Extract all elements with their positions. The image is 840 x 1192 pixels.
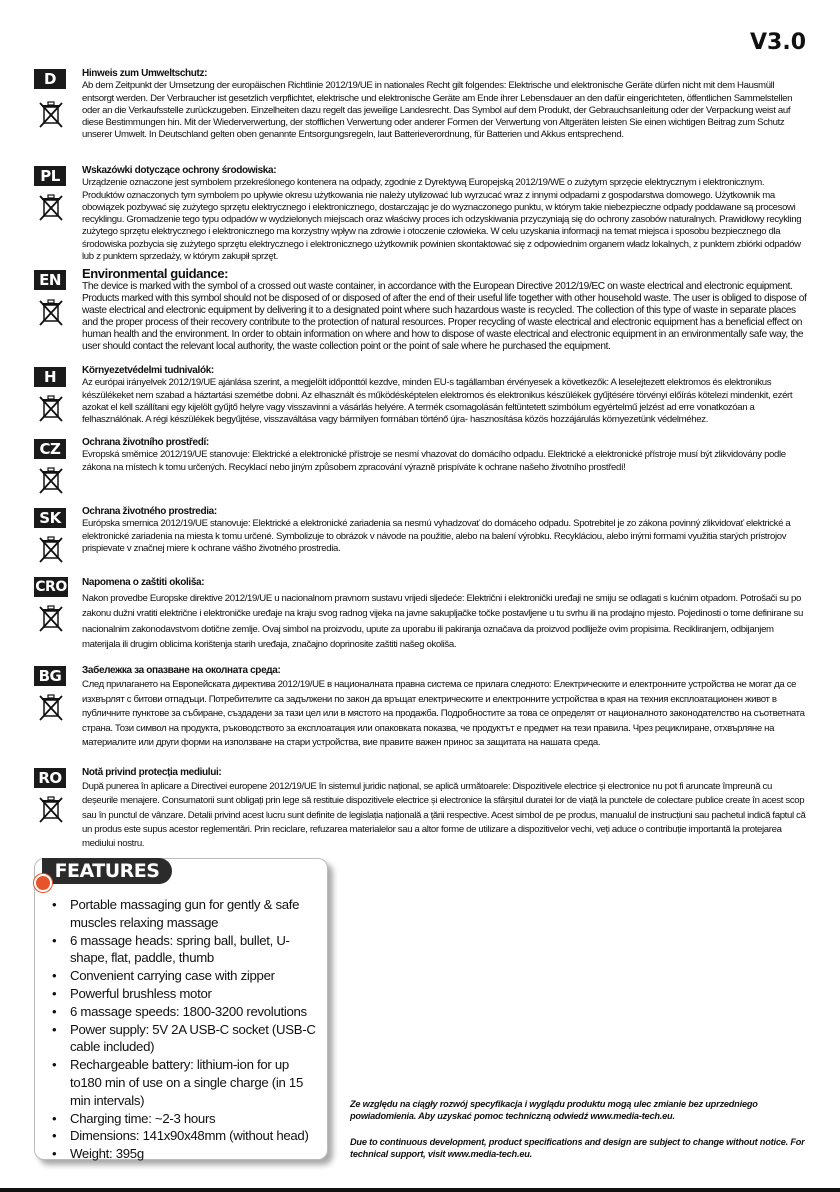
section-heading: Ochrana životného prostredia:	[82, 506, 217, 517]
language-badge: D	[34, 69, 66, 89]
crossed-out-bin-icon	[38, 394, 64, 424]
crossed-out-bin-icon	[38, 298, 64, 328]
crossed-out-bin-icon	[38, 193, 64, 223]
language-badge: BG	[34, 666, 66, 686]
section-body: След прилагането на Европейската директива 2012/19/UE в националната правна система се прилага следното: Електрическите и електронните устройства не могат да се изхвърлят с битови отпадъци. Потребителите са задължени по закон да връщат електрическите и електронните устройства в края на техния експлоатационен живот в публичните пунктове за събиране, създадени за тази цел или в мястото на продажба. Подробностите за това се определят от националното законодателство на съответната страна. Този символ на продукта, ръководството за експлоатация или опаковката показва, че продуктът е предмет на тези правила. Чрез рециклиране, отхвърляне на материалите или други форми на използване на стари устройства, вие правите важен принос за защитата на нашата среда.	[82, 679, 805, 749]
language-badge: SK	[34, 508, 66, 528]
section-body: Európska smernica 2012/19/UE stanovuje: Elektrické a elektronické zariadenia sa nesmú vyhadzovať do domáceho odpadu. Spotrebitel je zo zákona povinný zlikvidovať elektrické a elektronické zariadenia na miesta k tomu určené. Symbolizuje to obrázok v návode na použitie, alebo na balení výrobku. Recykláciou, alebo inými formami využitia starých prístrojov prispievate v značnej miere k ochrane vášho životného prostredia.	[82, 518, 791, 554]
features-panel	[34, 858, 334, 1166]
language-badge: EN	[34, 270, 66, 290]
section-heading: Environmental guidance:	[82, 266, 229, 281]
feature-item: • Rechargeable battery: lithium-ion for up to180 min of use on a single charge (in 15 min intervals)	[48, 1056, 320, 1109]
feature-item: • Dimensions: 141x90x48mm (without head)	[48, 1127, 320, 1145]
features-list	[48, 896, 320, 1163]
feature-item: • Portable massaging gun for gently & safe muscles relaxing massage	[48, 896, 320, 932]
section-body: După punerea în aplicare a Directivei europene 2012/19/UE în sistemul juridic național, se aplică următoarele: Dispozitivele electrice și electronice nu pot fi aruncate împreună cu deșeurile menajere. Consumatorii sunt obligați prin lege să restituie dispozitivele electrice și electronice la sfârșitul duratei lor de viață la punctele de colectare publice create în acest scop sau în punctul de vânzare. Detalii privind acest lucru sunt definite de legislația națională a țării respective. Acest simbol de pe produs, manualul de instrucțiuni sau pachetul indică faptul că un produs este supus acestor reglementări. Prin reciclare, refuzarea materialelor sau a altor forme de utilizare a dispozitivelor vechi, veți aduce o contribuție importantă la protejarea mediului nostru.	[82, 781, 806, 850]
section-heading: Környezetvédelmi tudnivalók:	[82, 365, 214, 376]
version-label: V3.0	[750, 30, 806, 55]
feature-item: • Charging time: ~2-3 hours	[48, 1110, 320, 1128]
crossed-out-bin-icon	[38, 604, 64, 634]
crossed-out-bin-icon	[38, 466, 64, 496]
section-body: Ab dem Zeitpunkt der Umsetzung der europäischen Richtlinie 2012/19/UE in nationales Recht gilt folgendes: Elektrische und elektronische Geräte dürfen nicht mit dem Hausmüll entsorgt werden. Der Verbraucher ist gesetzlich verpflichtet, elektrische und elektronische Geräte am Ende ihrer Lebensdauer an den dafür eingerichteten, öffentlichen Sammelstellen oder an die Verkaufsstelle zurückzugeben. Einzelheiten dazu regelt das jeweilige Landesrecht. Das Symbol auf dem Produkt, der Gebrauchsanleitung oder der Verpackung weist auf diese Bestimmungen hin. Mit der Wiederverwertung, der stofflichen Verwertung oder anderer Formen der Verwertung von Altgeräten leisten Sie einen wichtigen Beitrag zum Schutz unserer Umwelt. In Deutschland gelten oben genannte Entsorgungsregeln, laut Batterieverordnung, für Batterien und Akkus entsprechend.	[82, 80, 793, 141]
section-heading: Napomena o zaštiti okoliša:	[82, 577, 205, 588]
section-body: Urządzenie oznaczone jest symbolem przekreślonego kontenera na odpady, zgodnie z Dyrektywą Europejską 2012/19/WE o zużytym sprzęcie elektrycznym i elektronicznym. Produktów oznaczonych tym symbolem po upływie okresu użytkowania nie należy utylizować lub wyrzucać wraz z innymi odpadami z gospodarstwa domowego. Użytkownik ma obowiązek pozbywać się zużytego sprzętu elektrycznego i elektronicznego, dostarczając je do wyznaczonego punktu, w którym takie niebezpieczne odpady poddawane są procesowi recyklingu. Gromadzenie tego typu odpadów w wydzielonych miejscach oraz właściwy proces ich odzyskiwania przyczyniają się do ochrony zasobów naturalnych. Prawidłowy recykling zużytego sprzętu elektrycznego i elektronicznego ma korzystny wpływ na zdrowie i otoczenie człowieka. W celu uzyskania informacji na temat miejsca i sposobu bezpiecznego dla środowiska pozbycia się zużytego sprzętu elektrycznego i elektronicznego użytkownik powinien skontaktować się z odpowiednim organem władz lokalnych, z punktem zbiórki odpadów lub z punktem sprzedaży, w którym zakupił sprzęt.	[82, 177, 802, 263]
feature-item: • Convenient carrying case with zipper	[48, 967, 320, 985]
crossed-out-bin-icon	[38, 535, 64, 565]
language-badge: RO	[34, 768, 66, 788]
notice-pl: Ze względu na ciągły rozwój specyfikacja i wyglądu produktu mogą ulec zmianie bez uprzedniego powiadomienia. Aby uzyskać pomoc techniczną odwiedź www.media-tech.eu.	[350, 1099, 758, 1122]
section-body: Az európai irányelvek 2012/19/UE ajánlása szerint, a megjelölt időponttól kezdve, minden EU-s tagállamban érvényesek a következők: A leselejtezett elektromos és elektronikus készülékeket nem szabad a háztartási szemétbe dobni. Az elhasznált és működésképtelen elektromos és elektronikus készülékek gyűjtésére törvényi előírás kötelezi mindenkit, ezért azokat el kell szállítani egy kijelölt gyűjtő helyre vagy visszavinni a vásárlás helyére. A termék csomagolásán feltüntetett szimbólum egyértelmű jelzést ad erre vonatkozóan a felhasználónak. A régi készülékek begyűjtése, visszaváltása vagy bármilyen formában történő újra- hasznosítása közös hozzájárulás környezetünk védelméhez.	[82, 377, 793, 426]
section-body: Evropská směrnice 2012/19/UE stanovuje: Elektrické a elektronické přístroje se nesmí vhazovat do domácího odpadu. Elektrické a elektronické přístroje musí být zlikvidovány podle zákona na místech k tomu určených. Recyklací nebo jiným způsobem zpracování výrazně prispíváte k ochrane našeho životního prostředí!	[82, 449, 786, 473]
language-badge: PL	[34, 166, 66, 186]
section-heading: Wskazówki dotyczące ochrony środowiska:	[82, 165, 277, 176]
crossed-out-bin-icon	[38, 100, 64, 130]
feature-item: • 6 massage speeds: 1800-3200 revolutions	[48, 1003, 320, 1021]
section-body: The device is marked with the symbol of a crossed out waste container, in accordance with the European Directive 2012/19/EC on waste electrical and electronic equipment. Products marked with this symbol should not be disposed of or disposed of after the end of their useful life together with other household waste. The user is obliged to dispose of waste electrical and electronic equipment by delivering it to a designated point where such hazardous waste is recycled. The collection of this type of waste in separate places and the proper process of their recovery contribute to the protection of natural resources. Proper recycling of waste electrical and electronic equipment has a beneficial effect on human health and the environment. In order to obtain information on where and how to dispose of waste electrical and electronic equipment in an environmentally safe way, the user should contact the relevant local authority, the waste collection point or the point of sale where he purchased the equipment.	[82, 281, 807, 353]
section-body: Nakon provedbe Europske direktive 2012/19/UE u nacionalnom pravnom sustavu vrijedi sljedeće: Električni i elektronički uređaji ne smiju se odlagati s kućnim otpadom. Potrošači su po zakonu dužni vratiti električne i elektroničke uređaje na kraju svog radnog vijeka na javne sakupljačke točke postavljene u tu svrhu ili na prodajno mjesto. Pojedinosti o tome definirane su nacionalnim zakonodavstvom dotične zemlje. Ovaj simbol na proizvodu, upute za uporabu ili pakiranja označava da proizvod podliježe ovim propisima. Recikliranjem, odbijanjem materijala ili drugim oblicima korištenja starih uređaja, značajno doprinosite zaštiti našeg okoliša.	[82, 592, 803, 651]
section-heading: Hinweis zum Umweltschutz:	[82, 68, 208, 79]
notice-en: Due to continuous development, product specifications and design are subject to change without notice. For technical support, visit www.media-tech.eu.	[350, 1137, 805, 1160]
language-badge: H	[34, 367, 66, 387]
crossed-out-bin-icon	[38, 693, 64, 723]
crossed-out-bin-icon	[38, 795, 64, 825]
section-heading: Забележка за опазване на околната среда:	[82, 665, 281, 676]
section-heading: Ochrana životního prostředí:	[82, 437, 209, 448]
feature-item: • Power supply: 5V 2A USB-C socket (USB-C cable included)	[48, 1021, 320, 1057]
language-badge: CRO	[35, 579, 67, 595]
feature-item: • Powerful brushless motor	[48, 985, 320, 1003]
section-heading: Notă privind protecția mediului:	[82, 767, 222, 778]
accent-dot	[34, 874, 52, 892]
features-title: FEATURES	[42, 858, 172, 884]
bottom-rule	[0, 1188, 840, 1192]
feature-item: • 6 massage heads: spring ball, bullet, U-shape, flat, paddle, thumb	[48, 932, 320, 968]
feature-item: • Weight: 395g	[48, 1145, 320, 1163]
language-badge: CZ	[34, 439, 66, 459]
